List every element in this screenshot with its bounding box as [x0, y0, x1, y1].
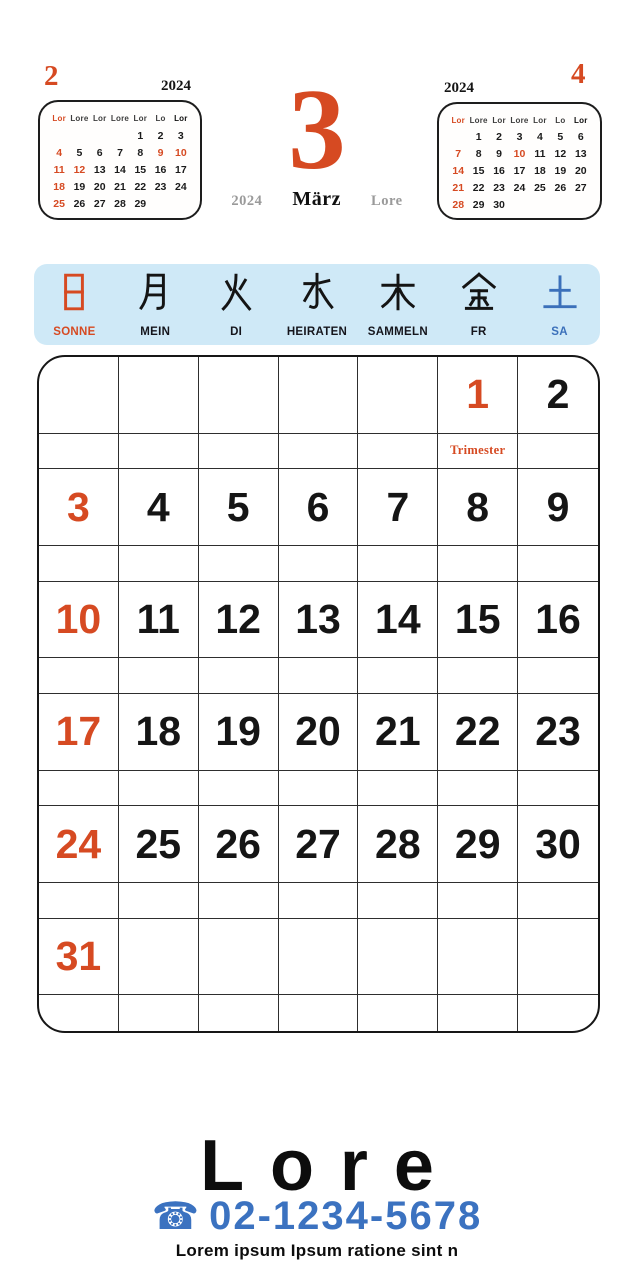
day-number: 24: [55, 820, 102, 867]
kanji-tree-icon: [377, 271, 419, 313]
mini-day-cell: 26: [554, 181, 567, 194]
mini-day-cell: 11: [534, 148, 546, 161]
weekday-german-label: FR: [470, 326, 487, 338]
mini-day-cell: 3: [516, 131, 523, 144]
mini-day-cell: 18: [53, 181, 65, 194]
day-number: 13: [295, 595, 341, 642]
day-number: 21: [375, 708, 421, 755]
note-cell: [438, 771, 518, 807]
note-cell: [438, 995, 518, 1031]
mini-day-cell: 7: [117, 146, 123, 159]
day-cell: [39, 582, 119, 659]
weekday-cell: [519, 271, 600, 338]
mini-day-cell: 16: [493, 164, 505, 177]
mini-weekday-label: Lor: [174, 114, 188, 124]
day-cell: [119, 919, 199, 996]
day-cell: [518, 919, 598, 996]
note-cell: [518, 771, 598, 807]
note-cell: [279, 771, 359, 807]
mini-weekday-label: Lore: [510, 115, 529, 125]
note-cell: [358, 771, 438, 807]
mini-day-cell: 19: [73, 181, 86, 194]
note-cell: [199, 434, 279, 470]
mini-day-cell: 20: [93, 181, 106, 194]
note-cell: [39, 771, 119, 807]
day-number: 25: [135, 820, 182, 867]
mini-day-cell: 1: [475, 131, 482, 144]
day-cell: [358, 357, 438, 434]
day-number: 6: [306, 483, 330, 530]
day-number: 5: [226, 483, 250, 530]
day-number: 4: [146, 483, 170, 530]
note-cell: [199, 883, 279, 919]
weekday-german-label: DI: [230, 326, 243, 338]
day-cell: [358, 919, 438, 996]
mini-day-cell: 20: [574, 164, 587, 177]
day-number: 16: [535, 595, 581, 642]
mini-day-cell: 16: [154, 164, 167, 177]
day-cell: [199, 357, 279, 434]
month-year: 2024: [231, 193, 263, 209]
mini-day-cell: 7: [455, 148, 462, 161]
mini-day-cell: 8: [475, 148, 482, 161]
mini-day-cell: 4: [537, 131, 543, 144]
weekday-cell: [34, 271, 115, 338]
holiday-note: Trimester: [450, 443, 506, 458]
day-number: 23: [535, 708, 581, 755]
mini-weekday-label: Lo: [155, 114, 166, 124]
day-number: 28: [375, 820, 421, 867]
day-cell: [119, 357, 199, 434]
mini-day-cell: 27: [93, 198, 106, 211]
kanji-water-icon: [296, 271, 338, 313]
day-cell: [279, 806, 359, 883]
march-calendar-grid: [37, 355, 600, 1033]
brand-title: Lore: [200, 1126, 460, 1206]
mini-day-cell: 29: [472, 198, 485, 211]
mini-day-cell: 25: [53, 198, 65, 211]
note-cell: [279, 995, 359, 1031]
mini-day-cell: 21: [452, 181, 465, 194]
day-number: 18: [135, 708, 182, 755]
day-number: 22: [454, 708, 501, 755]
mini-day-cell: 5: [557, 131, 564, 144]
mini-day-cell: 24: [513, 181, 526, 194]
note-cell: [39, 434, 119, 470]
mini-day-cell: 28: [114, 198, 126, 211]
note-cell: [518, 434, 598, 470]
mini-weekday-label: Lor: [52, 114, 66, 124]
note-cell: [279, 434, 359, 470]
day-cell: [39, 806, 119, 883]
mini-day-cell: 26: [73, 198, 86, 211]
next-month-number: 4: [571, 58, 586, 90]
mini-weekday-label: Lor: [533, 115, 547, 125]
day-cell: [438, 919, 518, 996]
day-number: 9: [546, 483, 570, 530]
mini-day-cell: 18: [534, 164, 546, 177]
month-big-number: 3: [288, 66, 346, 193]
weekday-cell: [115, 271, 196, 338]
day-number: 17: [55, 708, 102, 755]
mini-day-cell: 15: [472, 164, 485, 177]
day-number: 26: [215, 820, 261, 867]
day-cell: [39, 694, 119, 771]
mini-weekday-label: Lor: [451, 115, 465, 125]
day-cell: [279, 919, 359, 996]
day-cell: [279, 694, 359, 771]
mini-day-cell: 13: [574, 148, 587, 161]
day-number: 8: [466, 483, 490, 530]
mini-day-cell: 21: [114, 181, 126, 194]
day-number: 3: [67, 483, 90, 530]
day-cell: [119, 582, 199, 659]
mini-day-cell: 10: [175, 146, 187, 159]
note-cell: [279, 883, 359, 919]
mini-day-cell: 19: [554, 164, 567, 177]
day-cell: [39, 469, 119, 546]
note-cell: [358, 658, 438, 694]
weekday-german-label: SAMMELN: [367, 326, 428, 338]
note-cell: [518, 995, 598, 1031]
note-cell: [119, 883, 199, 919]
day-cell: [518, 694, 598, 771]
note-cell: [39, 883, 119, 919]
note-cell: [199, 546, 279, 582]
mini-day-cell: 4: [56, 146, 63, 159]
note-cell: [199, 658, 279, 694]
mini-weekday-label: Lor: [492, 115, 506, 125]
day-number: 31: [55, 932, 102, 979]
day-cell: [199, 582, 279, 659]
weekday-german-label: SA: [551, 326, 568, 338]
day-cell: [119, 469, 199, 546]
note-cell: [518, 658, 598, 694]
mini-day-cell: 8: [137, 146, 144, 159]
day-cell: [39, 919, 119, 996]
mini-day-cell: 3: [177, 129, 184, 142]
kanji-sun-icon: [53, 271, 95, 313]
mini-weekday-label: Lo: [555, 115, 566, 125]
month-name: März: [292, 188, 342, 210]
mini-day-cell: 6: [96, 146, 103, 159]
note-cell: [119, 658, 199, 694]
note-cell: [518, 883, 598, 919]
weekday-bar: [34, 264, 600, 345]
mini-day-cell: 9: [157, 146, 164, 159]
kanji-earth-icon: [539, 271, 581, 313]
mini-weekday-label: Lor: [133, 114, 148, 124]
day-cell: [358, 806, 438, 883]
note-cell: [438, 434, 518, 470]
mini-day-cell: 12: [73, 164, 86, 177]
day-cell: [438, 357, 518, 434]
phone-number: 02-1234-5678: [209, 1194, 483, 1238]
mini-day-cell: 6: [577, 131, 584, 144]
day-cell: [199, 806, 279, 883]
note-cell: [199, 771, 279, 807]
day-cell: [358, 582, 438, 659]
note-cell: [438, 546, 518, 582]
weekday-cell: [196, 271, 277, 338]
mini-day-cell: 11: [53, 164, 65, 177]
mini-weekday-label: Lore: [469, 115, 488, 125]
mini-day-cell: 22: [472, 181, 485, 194]
day-cell: [518, 469, 598, 546]
note-cell: [119, 434, 199, 470]
day-number: 20: [295, 708, 341, 755]
day-cell: [518, 582, 598, 659]
note-cell: [279, 546, 359, 582]
day-number: 2: [546, 371, 570, 418]
mini-weekday-label: Lor: [92, 114, 107, 124]
mini-day-cell: 12: [554, 148, 567, 161]
day-cell: [199, 694, 279, 771]
note-cell: [199, 995, 279, 1031]
note-cell: [39, 546, 119, 582]
mini-day-cell: 27: [574, 181, 587, 194]
day-cell: [438, 806, 518, 883]
mini-day-cell: 17: [513, 164, 526, 177]
kanji-gold-icon: [458, 271, 500, 313]
mini-day-cell: 23: [154, 181, 167, 194]
mini-day-cell: 25: [534, 181, 546, 194]
day-cell: [438, 469, 518, 546]
note-cell: [119, 546, 199, 582]
day-cell: [199, 469, 279, 546]
day-number: 15: [454, 595, 501, 642]
mini-day-cell: 10: [513, 148, 526, 161]
day-cell: [279, 469, 359, 546]
note-cell: [438, 883, 518, 919]
next-mini-calendar: [437, 102, 602, 220]
mini-day-cell: 28: [452, 198, 465, 211]
day-number: 1: [466, 371, 490, 418]
day-number: 19: [215, 708, 261, 755]
mini-day-cell: 9: [496, 148, 502, 161]
day-number: 10: [55, 595, 102, 642]
day-cell: [119, 806, 199, 883]
telephone-icon: ☎: [151, 1194, 200, 1238]
phone-row: [0, 1196, 634, 1236]
day-number: 11: [136, 595, 180, 642]
weekday-german-label: MEIN: [140, 326, 171, 338]
mini-day-cell: 24: [175, 181, 187, 194]
mini-day-cell: 2: [157, 129, 164, 142]
day-cell: [199, 919, 279, 996]
mini-day-cell: 14: [452, 164, 465, 177]
mini-weekday-label: Lore: [70, 114, 89, 124]
mini-day-cell: 29: [134, 198, 147, 211]
prev-month-year: 2024: [161, 78, 191, 94]
day-cell: [358, 694, 438, 771]
note-cell: [119, 771, 199, 807]
weekday-cell: [438, 271, 519, 338]
note-cell: [518, 546, 598, 582]
note-cell: [39, 995, 119, 1031]
day-cell: [438, 582, 518, 659]
day-number: 29: [454, 820, 501, 867]
mini-day-cell: 17: [175, 164, 187, 177]
mini-day-cell: 13: [93, 164, 106, 177]
next-month-year: 2024: [444, 80, 474, 96]
day-cell: [438, 694, 518, 771]
month-side-label: Lore: [371, 193, 403, 209]
note-cell: [358, 434, 438, 470]
day-cell: [358, 469, 438, 546]
day-cell: [518, 357, 598, 434]
day-cell: [119, 694, 199, 771]
weekday-cell: [277, 271, 358, 338]
day-number: 30: [535, 820, 581, 867]
day-number: 7: [386, 483, 410, 530]
mini-day-cell: 1: [137, 129, 144, 142]
mini-day-cell: 14: [114, 164, 126, 177]
weekday-german-label: HEIRATEN: [286, 326, 348, 338]
day-cell: [279, 582, 359, 659]
day-number: 12: [215, 595, 261, 642]
day-number: 14: [375, 595, 421, 642]
mini-day-cell: 5: [76, 146, 83, 159]
note-cell: [39, 658, 119, 694]
note-cell: [358, 546, 438, 582]
mini-weekday-label: Lor: [574, 115, 588, 125]
day-cell: [279, 357, 359, 434]
weekday-german-label: SONNE: [53, 326, 96, 338]
kanji-fire-icon: [215, 271, 257, 313]
footer-caption: Lorem ipsum Ipsum ratione sint n: [175, 1241, 459, 1260]
day-number: 27: [295, 820, 341, 867]
note-cell: [358, 883, 438, 919]
note-cell: [358, 995, 438, 1031]
note-cell: [279, 658, 359, 694]
note-cell: [438, 658, 518, 694]
mini-day-cell: 15: [134, 164, 147, 177]
day-cell: [39, 357, 119, 434]
mini-day-cell: 23: [493, 181, 505, 194]
mini-weekday-label: Lore: [110, 114, 130, 124]
mini-day-cell: 30: [493, 198, 505, 211]
mini-day-cell: 22: [134, 181, 147, 194]
kanji-moon-icon: [134, 271, 176, 313]
prev-month-number: 2: [44, 60, 59, 92]
day-cell: [518, 806, 598, 883]
mini-day-cell: 2: [496, 131, 502, 144]
weekday-cell: [357, 271, 438, 338]
note-cell: [119, 995, 199, 1031]
